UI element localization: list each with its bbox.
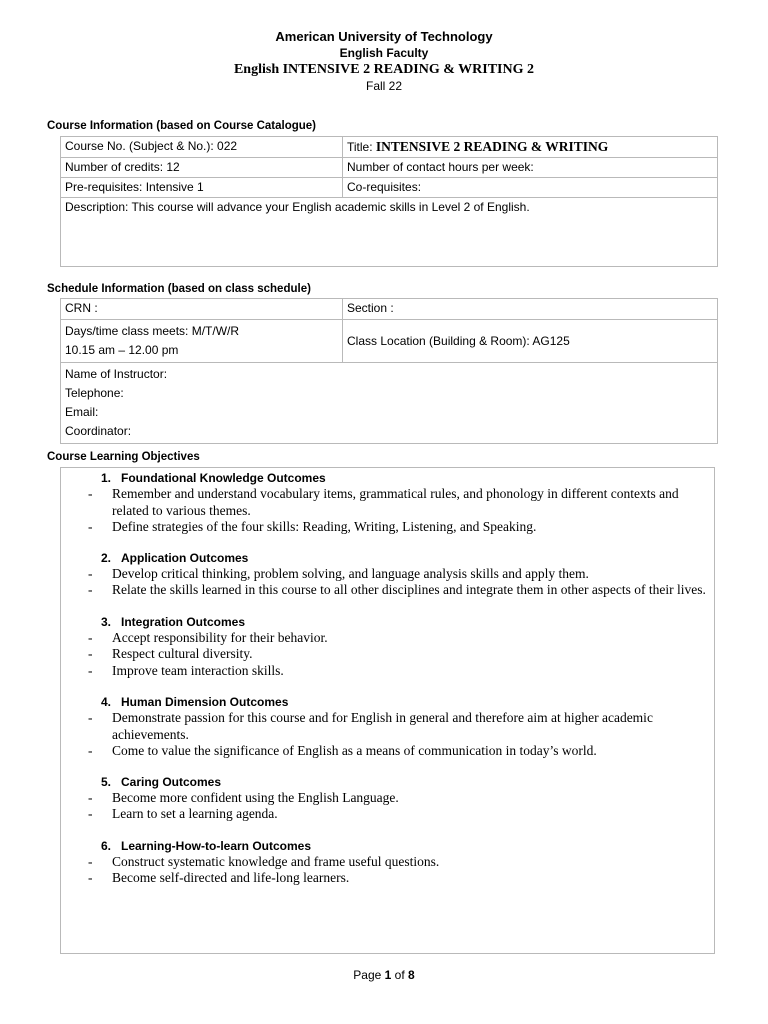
term: Fall 22 bbox=[365, 79, 403, 93]
objective-group-title: Human Dimension Outcomes bbox=[121, 695, 289, 709]
objective-item bbox=[61, 630, 714, 647]
page-total: 8 bbox=[408, 968, 415, 982]
objective-text: Become self-directed and life-long learners. bbox=[112, 870, 350, 885]
objective-group bbox=[61, 838, 714, 887]
coordinator: Coordinator: bbox=[65, 424, 132, 438]
objective-text: Demonstrate passion for this course and for English in general and therefore aim at higher academic achievements. bbox=[112, 710, 653, 742]
objective-item bbox=[61, 519, 714, 536]
bullet-dash: - bbox=[88, 710, 93, 725]
title-label: Title: bbox=[347, 140, 376, 154]
faculty-name: English Faculty bbox=[339, 46, 429, 60]
objective-item bbox=[61, 870, 714, 887]
objective-text: Relate the skills learned in this course to all other disciplines and integrate them in other aspects of their lives. bbox=[112, 582, 706, 597]
objective-group-heading bbox=[61, 550, 714, 566]
objective-text: Construct systematic knowledge and frame useful questions. bbox=[112, 853, 440, 869]
objective-text: Learn to set a learning agenda. bbox=[112, 806, 278, 821]
bullet-dash: - bbox=[88, 870, 93, 885]
schedule-info-table bbox=[60, 298, 718, 444]
credits: Number of credits: 12 bbox=[61, 158, 343, 178]
class-time: 10.15 am – 12.00 pm bbox=[65, 343, 179, 357]
objective-text: Become more confident using the English Language. bbox=[112, 789, 399, 805]
course-description: Description: This course will advance your English academic skills in Level 2 of English. bbox=[61, 198, 718, 267]
objective-group bbox=[61, 470, 714, 536]
course-number: Course No. (Subject & No.): 022 bbox=[61, 137, 343, 158]
course-title-cell bbox=[343, 137, 718, 158]
objective-item bbox=[61, 663, 714, 680]
objective-group-heading bbox=[61, 838, 714, 854]
section: Section : bbox=[343, 299, 718, 320]
objective-group bbox=[61, 550, 714, 599]
course-heading: English INTENSIVE 2 READING & WRITING 2 bbox=[233, 62, 535, 77]
corequisites: Co-requisites: bbox=[343, 178, 718, 198]
contact-hours: Number of contact hours per week: bbox=[343, 158, 718, 178]
bullet-dash: - bbox=[88, 743, 93, 758]
bullet-dash: - bbox=[88, 662, 93, 678]
course-info-table bbox=[60, 136, 718, 267]
bullet-dash: - bbox=[88, 629, 93, 645]
prerequisites: Pre-requisites: Intensive 1 bbox=[61, 178, 343, 198]
schedule-info-title: Schedule Information (based on class schedule) bbox=[47, 283, 311, 295]
objective-group-heading bbox=[61, 614, 714, 630]
objective-group bbox=[61, 694, 714, 760]
objective-text: Improve team interaction skills. bbox=[112, 662, 284, 678]
instructor-info bbox=[61, 363, 718, 444]
bullet-dash: - bbox=[88, 853, 93, 869]
objective-group-heading bbox=[61, 774, 714, 790]
bullet-dash: - bbox=[88, 646, 93, 661]
bullet-dash: - bbox=[88, 565, 93, 581]
objective-item bbox=[61, 854, 714, 871]
objective-group-title: Integration Outcomes bbox=[121, 614, 246, 629]
objective-text: Come to value the significance of English as a means of communication in today’s world. bbox=[112, 743, 597, 758]
objective-text: Accept responsibility for their behavior. bbox=[112, 629, 328, 645]
objective-item bbox=[61, 710, 714, 743]
objective-item bbox=[61, 646, 714, 663]
document-header bbox=[0, 28, 768, 94]
objective-group-title: Caring Outcomes bbox=[121, 774, 222, 789]
page-label: Page bbox=[353, 968, 385, 982]
objective-item bbox=[61, 790, 714, 807]
objective-text: Respect cultural diversity. bbox=[112, 646, 253, 661]
objective-group-number: 6. bbox=[101, 838, 112, 853]
university-name: American University of Technology bbox=[275, 29, 493, 44]
objective-group-heading bbox=[61, 694, 714, 710]
objective-group bbox=[61, 614, 714, 680]
objective-group-heading bbox=[61, 470, 714, 486]
objective-text: Remember and understand vocabulary items, grammatical rules, and phonology in different contexts and related to various themes. bbox=[112, 486, 679, 518]
objective-group-number: 5. bbox=[101, 774, 112, 789]
title-value: INTENSIVE 2 READING & WRITING bbox=[375, 139, 609, 154]
instructor-name: Name of Instructor: bbox=[65, 367, 168, 381]
objective-group-number: 1. bbox=[101, 471, 112, 485]
objective-item bbox=[61, 486, 714, 519]
objectives-list bbox=[61, 470, 714, 887]
objective-group-number: 2. bbox=[101, 550, 112, 565]
objective-item bbox=[61, 566, 714, 583]
bullet-dash: - bbox=[88, 789, 93, 805]
objective-group-title: Foundational Knowledge Outcomes bbox=[121, 471, 326, 485]
page-footer bbox=[0, 968, 768, 982]
objectives-box bbox=[60, 467, 715, 954]
crn: CRN : bbox=[61, 299, 343, 320]
objective-item bbox=[61, 806, 714, 823]
objective-group-number: 4. bbox=[101, 695, 112, 709]
class-location: Class Location (Building & Room): AG125 bbox=[343, 320, 718, 363]
objective-text: Develop critical thinking, problem solving, and language analysis skills and apply them. bbox=[112, 565, 589, 581]
class-days-time bbox=[61, 320, 343, 363]
page-of-label: of bbox=[391, 968, 409, 982]
objective-group-title: Application Outcomes bbox=[121, 550, 249, 565]
page-current: 1 bbox=[384, 968, 392, 982]
objective-group bbox=[61, 774, 714, 823]
objective-text: Define strategies of the four skills: Reading, Writing, Listening, and Speaking. bbox=[112, 519, 537, 534]
course-info-title: Course Information (based on Course Catalogue) bbox=[47, 120, 316, 132]
class-days: Days/time class meets: M/T/W/R bbox=[65, 324, 240, 338]
objective-group-title: Learning-How-to-learn Outcomes bbox=[121, 838, 312, 853]
instructor-telephone: Telephone: bbox=[65, 386, 124, 400]
bullet-dash: - bbox=[88, 806, 93, 821]
objective-item bbox=[61, 743, 714, 760]
objectives-title: Course Learning Objectives bbox=[47, 451, 200, 463]
bullet-dash: - bbox=[88, 582, 93, 597]
bullet-dash: - bbox=[88, 519, 93, 534]
bullet-dash: - bbox=[88, 486, 93, 501]
instructor-email: Email: bbox=[65, 405, 99, 419]
objective-group-number: 3. bbox=[101, 614, 112, 629]
objective-item bbox=[61, 582, 714, 599]
